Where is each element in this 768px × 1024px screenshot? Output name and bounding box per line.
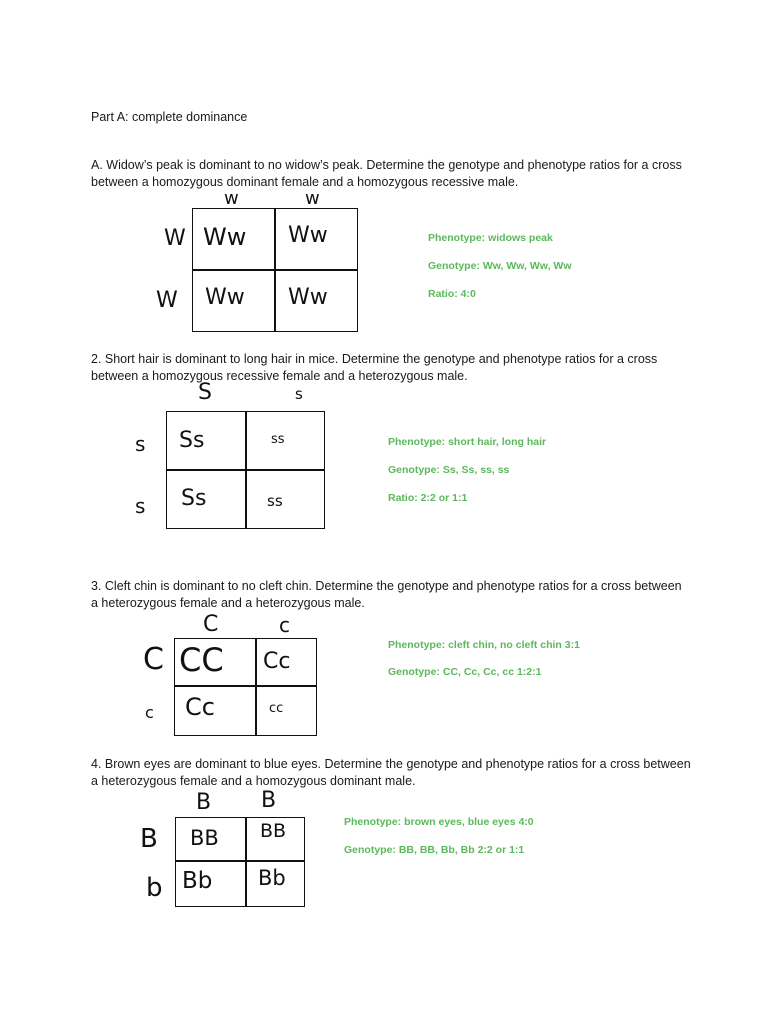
- punnett-cell: Ww: [288, 223, 328, 248]
- side-allele-label: C: [143, 642, 164, 677]
- punnett-cell: Ss: [181, 486, 207, 511]
- ratio-answer: Ratio: 4:0: [428, 288, 476, 300]
- grid-divider: [245, 818, 247, 906]
- phenotype-answer: Phenotype: short hair, long hair: [388, 436, 547, 448]
- grid-divider: [175, 685, 316, 687]
- side-allele-label: c: [145, 703, 154, 722]
- punnett-square: [175, 817, 305, 907]
- question-text: 2. Short hair is dominant to long hair in mice. Determine the genotype and phenotype ratios for a cross between a homozygous recessive female and a heterozygous male.: [91, 352, 658, 383]
- punnett-cell: Bb: [258, 866, 286, 890]
- punnett-square: [174, 638, 317, 736]
- punnett-cell: Ww: [205, 285, 245, 310]
- top-allele-label: c: [279, 613, 290, 637]
- side-allele-label: s: [135, 432, 146, 456]
- top-allele-label: C: [203, 612, 219, 637]
- grid-divider: [193, 269, 357, 271]
- genotype-answer: Genotype: Ww, Ww, Ww, Ww: [428, 260, 572, 272]
- question-text: 3. Cleft chin is dominant to no cleft chin. Determine the genotype and phenotype ratios for a cross between a heterozygous female and a heterozygous male.: [91, 579, 682, 610]
- ratio-answer: Ratio: 2:2 or 1:1: [388, 492, 468, 504]
- top-allele-label: w: [305, 188, 320, 209]
- punnett-cell: CC: [179, 641, 224, 679]
- side-allele-label: s: [135, 494, 146, 518]
- side-allele-label: b: [146, 873, 163, 903]
- punnett-cell: Cc: [185, 693, 215, 721]
- punnett-cell: BB: [190, 826, 219, 850]
- top-allele-label: w: [224, 188, 239, 209]
- punnett-cell: Ww: [203, 223, 247, 251]
- grid-divider: [255, 639, 257, 735]
- punnett-cell: BB: [260, 820, 287, 842]
- genotype-answer: Genotype: BB, BB, Bb, Bb 2:2 or 1:1: [344, 844, 525, 856]
- genotype-answer: Genotype: Ss, Ss, ss, ss: [388, 464, 510, 476]
- punnett-cell: Bb: [182, 868, 213, 894]
- genotype-answer: Genotype: CC, Cc, Cc, cc 1:2:1: [388, 666, 542, 678]
- question-text: A. Widow’s peak is dominant to no widow’s peak. Determine the genotype and phenotype ratios for a cross between a homozygous dominant female and a homozygous recessive male.: [91, 158, 682, 189]
- side-allele-label: W: [164, 226, 186, 251]
- part-heading: Part A: complete dominance: [91, 110, 248, 124]
- top-allele-label: B: [196, 790, 212, 815]
- grid-divider: [167, 469, 324, 471]
- top-allele-label: S: [198, 380, 212, 405]
- grid-divider: [176, 860, 304, 862]
- side-allele-label: B: [140, 824, 158, 854]
- punnett-cell: Cc: [263, 649, 291, 674]
- phenotype-answer: Phenotype: brown eyes, blue eyes 4:0: [344, 816, 534, 828]
- top-allele-label: B: [261, 788, 277, 813]
- punnett-cell: cc: [269, 701, 284, 716]
- punnett-square: [166, 411, 325, 529]
- side-allele-label: W: [156, 288, 178, 313]
- phenotype-answer: Phenotype: widows peak: [428, 232, 553, 244]
- top-allele-label: s: [295, 385, 303, 403]
- punnett-cell: ss: [267, 492, 283, 510]
- question-text: 4. Brown eyes are dominant to blue eyes. Determine the genotype and phenotype ratios for a cross between a heterozygous female and a homozygous dominant male.: [91, 757, 691, 788]
- punnett-cell: ss: [271, 432, 285, 447]
- punnett-cell: Ww: [288, 285, 328, 310]
- phenotype-answer: Phenotype: cleft chin, no cleft chin 3:1: [388, 639, 580, 651]
- punnett-cell: Ss: [179, 428, 205, 453]
- punnett-square: [192, 208, 358, 332]
